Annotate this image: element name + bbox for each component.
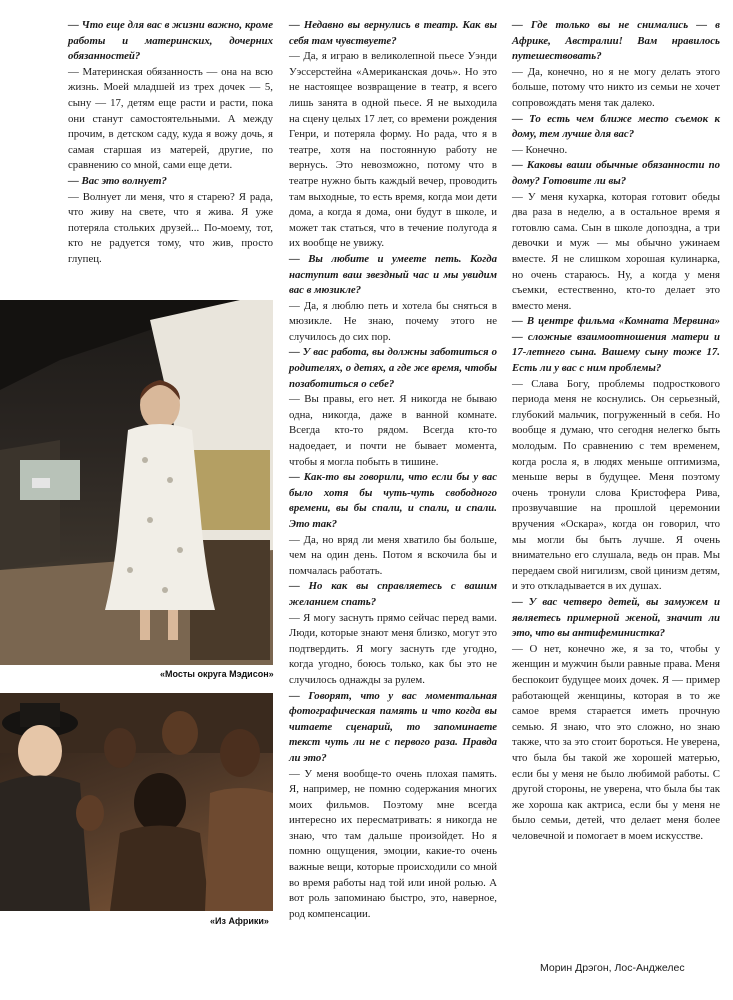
- photo-out-of-africa: [0, 693, 273, 911]
- interview-question: — То есть чем ближе место съемок к дому, тем лучше для вас?: [512, 112, 720, 141]
- article-column-1: [68, 18, 273, 268]
- article-column-3: [512, 18, 720, 844]
- interview-question: — Но как вы справляетесь с вашим желанием спать?: [289, 580, 497, 608]
- interview-question: — Недавно вы вернулись в театр. Как вы себя там чувствуете?: [289, 19, 497, 47]
- photo-bridges-of-madison-county: [0, 300, 273, 665]
- interview-answer: — Да, конечно, но я не могу делать этого больше, потому что никто из семьи не хочет сопровождать меня так далеко.: [512, 65, 720, 109]
- interview-question: — Вас это волнует?: [68, 174, 167, 187]
- interview-answer: — Да, я люблю петь и хотела бы сняться в мюзикле. Не знаю, почему этого не случилось до сих пор.: [289, 299, 497, 343]
- interview-answer: — Материнская обязанность — она на всю жизнь. Моей младшей из трех дочек — 5, сыну — 17, детям еще расти и расти, пока они станут самостоятельными. А между прочим, в детском саду, куда я вожу дочь, я самая старшая из матерей, другие, по сравнению со мной, сами еще дети.: [68, 65, 273, 172]
- interview-question: — У вас четверо детей, вы замужем и являетесь примерной женой, значит ли это, что вы антифеминистка?: [512, 595, 720, 640]
- interview-question: — Где только вы не снимались — в Африке, Австралии! Вам нравилось путешествовать?: [512, 19, 720, 63]
- interview-question: — В центре фильма «Комната Мервина» — сложные взаимоотношения матери и 17-летнего сына. Вашему сыну тоже 17. Есть ли у вас с ним проблемы?: [512, 315, 720, 375]
- photo1-caption: «Мосты округа Мэдисон»: [160, 669, 274, 679]
- interview-answer: — Да, я играю в великолепной пьесе Уэнди Уэссерстейна «Американская дочь». Но это не настоящее возвращение в театр, я всего лишь занята в одной пьесе. Я не выходила на сцену целых 17 лет, со времени рождения Генри, и потеряла форму. Но рада, что я в театре, хотя на постоянную работу не вернусь. Это невозможно, потому что в театре нужно быть каждый вечер, проводить там выходные, то есть время, когда мои дети дома, а когда я дома, они будут в школе, и может так статься, что в течение полугода я их вообще не увижу.: [289, 50, 497, 250]
- interview-question: — Что еще для вас в жизни важно, кроме работы и материнских, дочерних обязанностей?: [68, 19, 273, 63]
- interview-answer: — О нет, конечно же, я за то, чтобы у женщин и мужчин были равные права. Меня беспокоит будущее моих дочек. Я — пример работающей женщины, которая в то же самое время старается иметь прочную семью. Я знаю, что это сложно, но знаю также, что за это стоит бороться. Не уверена, что была бы такой же хорошей матерью, если бы у меня не было любимой работы. С другой стороны, не уверена, что была бы так же хороша как актриса, если бы у меня не было семьи, детей, что делает меня более человечной и помогает в моем искусстве.: [512, 642, 720, 842]
- interview-answer: — У меня кухарка, которая готовит обеды два раза в неделю, а в остальное время я готовлю сама. Сын в школе допоздна, а три девочки и муж — мы обычно ужинаем вместе. Я не слишком хорошая кулинарка, но очень стараюсь. Ну, а когда у меня съемки, естественно, кто-то делает это вместо меня.: [512, 190, 720, 312]
- author-byline: Морин Дрэгон, Лос-Анджелес: [540, 962, 685, 974]
- photo2-caption: «Из Африки»: [210, 916, 269, 926]
- interview-answer: — Да, но вряд ли меня хватило бы больше, чем на один день. Потом я вскочила бы и помчалась работать.: [289, 533, 497, 577]
- interview-question: — Вы любите и умеете петь. Когда наступит ваш звездный час и мы увидим вас в мюзикле?: [289, 252, 497, 297]
- interview-question: — Как-то вы говорили, что если бы у вас было хотя бы чуть-чуть свободного времени, вы бы спали, и спали, и спали. Это так?: [289, 471, 497, 530]
- photo-africa-illustration: [0, 693, 273, 911]
- interview-question: — Каковы ваши обычные обязанности по дому? Готовите ли вы?: [512, 159, 720, 187]
- interview-question: — У вас работа, вы должны заботиться о родителях, о детях, а где же время, чтобы позаботиться о себе?: [289, 346, 497, 390]
- interview-answer: — Вы правы, его нет. Я никогда не бываю одна, никогда, даже в ванной комнате. Всегда кто-то рядом. Всегда кто-то надоедает, и почти не бывает момента, чтобы я могла побыть в тишине.: [289, 393, 497, 468]
- interview-answer: — У меня вообще-то очень плохая память. Я, например, не помню содержания многих моих фильмов. Поэтому мне всегда интересно их пересматривать: я никогда не знаю, что там дальше произойдет. Но я помню ощущения, эмоции, какие-то очень важные вещи, которые происходили со мной во время работы над той или иной ролью. А вот роль запоминаю быстро, это, наверное, род компенсации.: [289, 767, 497, 920]
- interview-answer: — Волнует ли меня, что я старею? Я рада, что живу на свете, что я жива. Я уже потеряла стольких друзей... По-моему, тот, кто не радуется тому, что жив, просто глупец.: [68, 190, 273, 265]
- interview-answer: — Слава Богу, проблемы подросткового периода меня не коснулись. Он серьезный, глубокий мальчик, погруженный в себя. Но вообще я думаю, что сегодня нелегко быть молодым. По сравнению с тем временем, когда росла я, в людях меньше оптимизма, меньше веры в будущее. Меня поэтому очень тронули слова Кристофера Рива, прозвучавшие на прошлой церемонии вручения «Оскара», когда он говорил, что мы могли бы быть лучше. Я очень внимательно его слушала, ведь он прав. Мы передаем свой нигилизм, свой цинизм детям, и это откладывается в их душах.: [512, 377, 720, 593]
- interview-question: — Говорят, что у вас моментальная фотографическая память и что когда вы читаете сценарий, то запоминаете текст чуть ли не с первого раза. Правда ли это?: [289, 689, 497, 764]
- article-column-2: [289, 18, 497, 922]
- photo-bridges-illustration: [0, 300, 273, 665]
- interview-answer: — Я могу заснуть прямо сейчас перед вами. Люди, которые знают меня близко, могут это подтвердить. Я могу заснуть где угодно, когда угодно, боюсь только, как бы это не случилось однажды за рулем.: [289, 611, 497, 686]
- interview-answer: — Конечно.: [512, 143, 568, 156]
